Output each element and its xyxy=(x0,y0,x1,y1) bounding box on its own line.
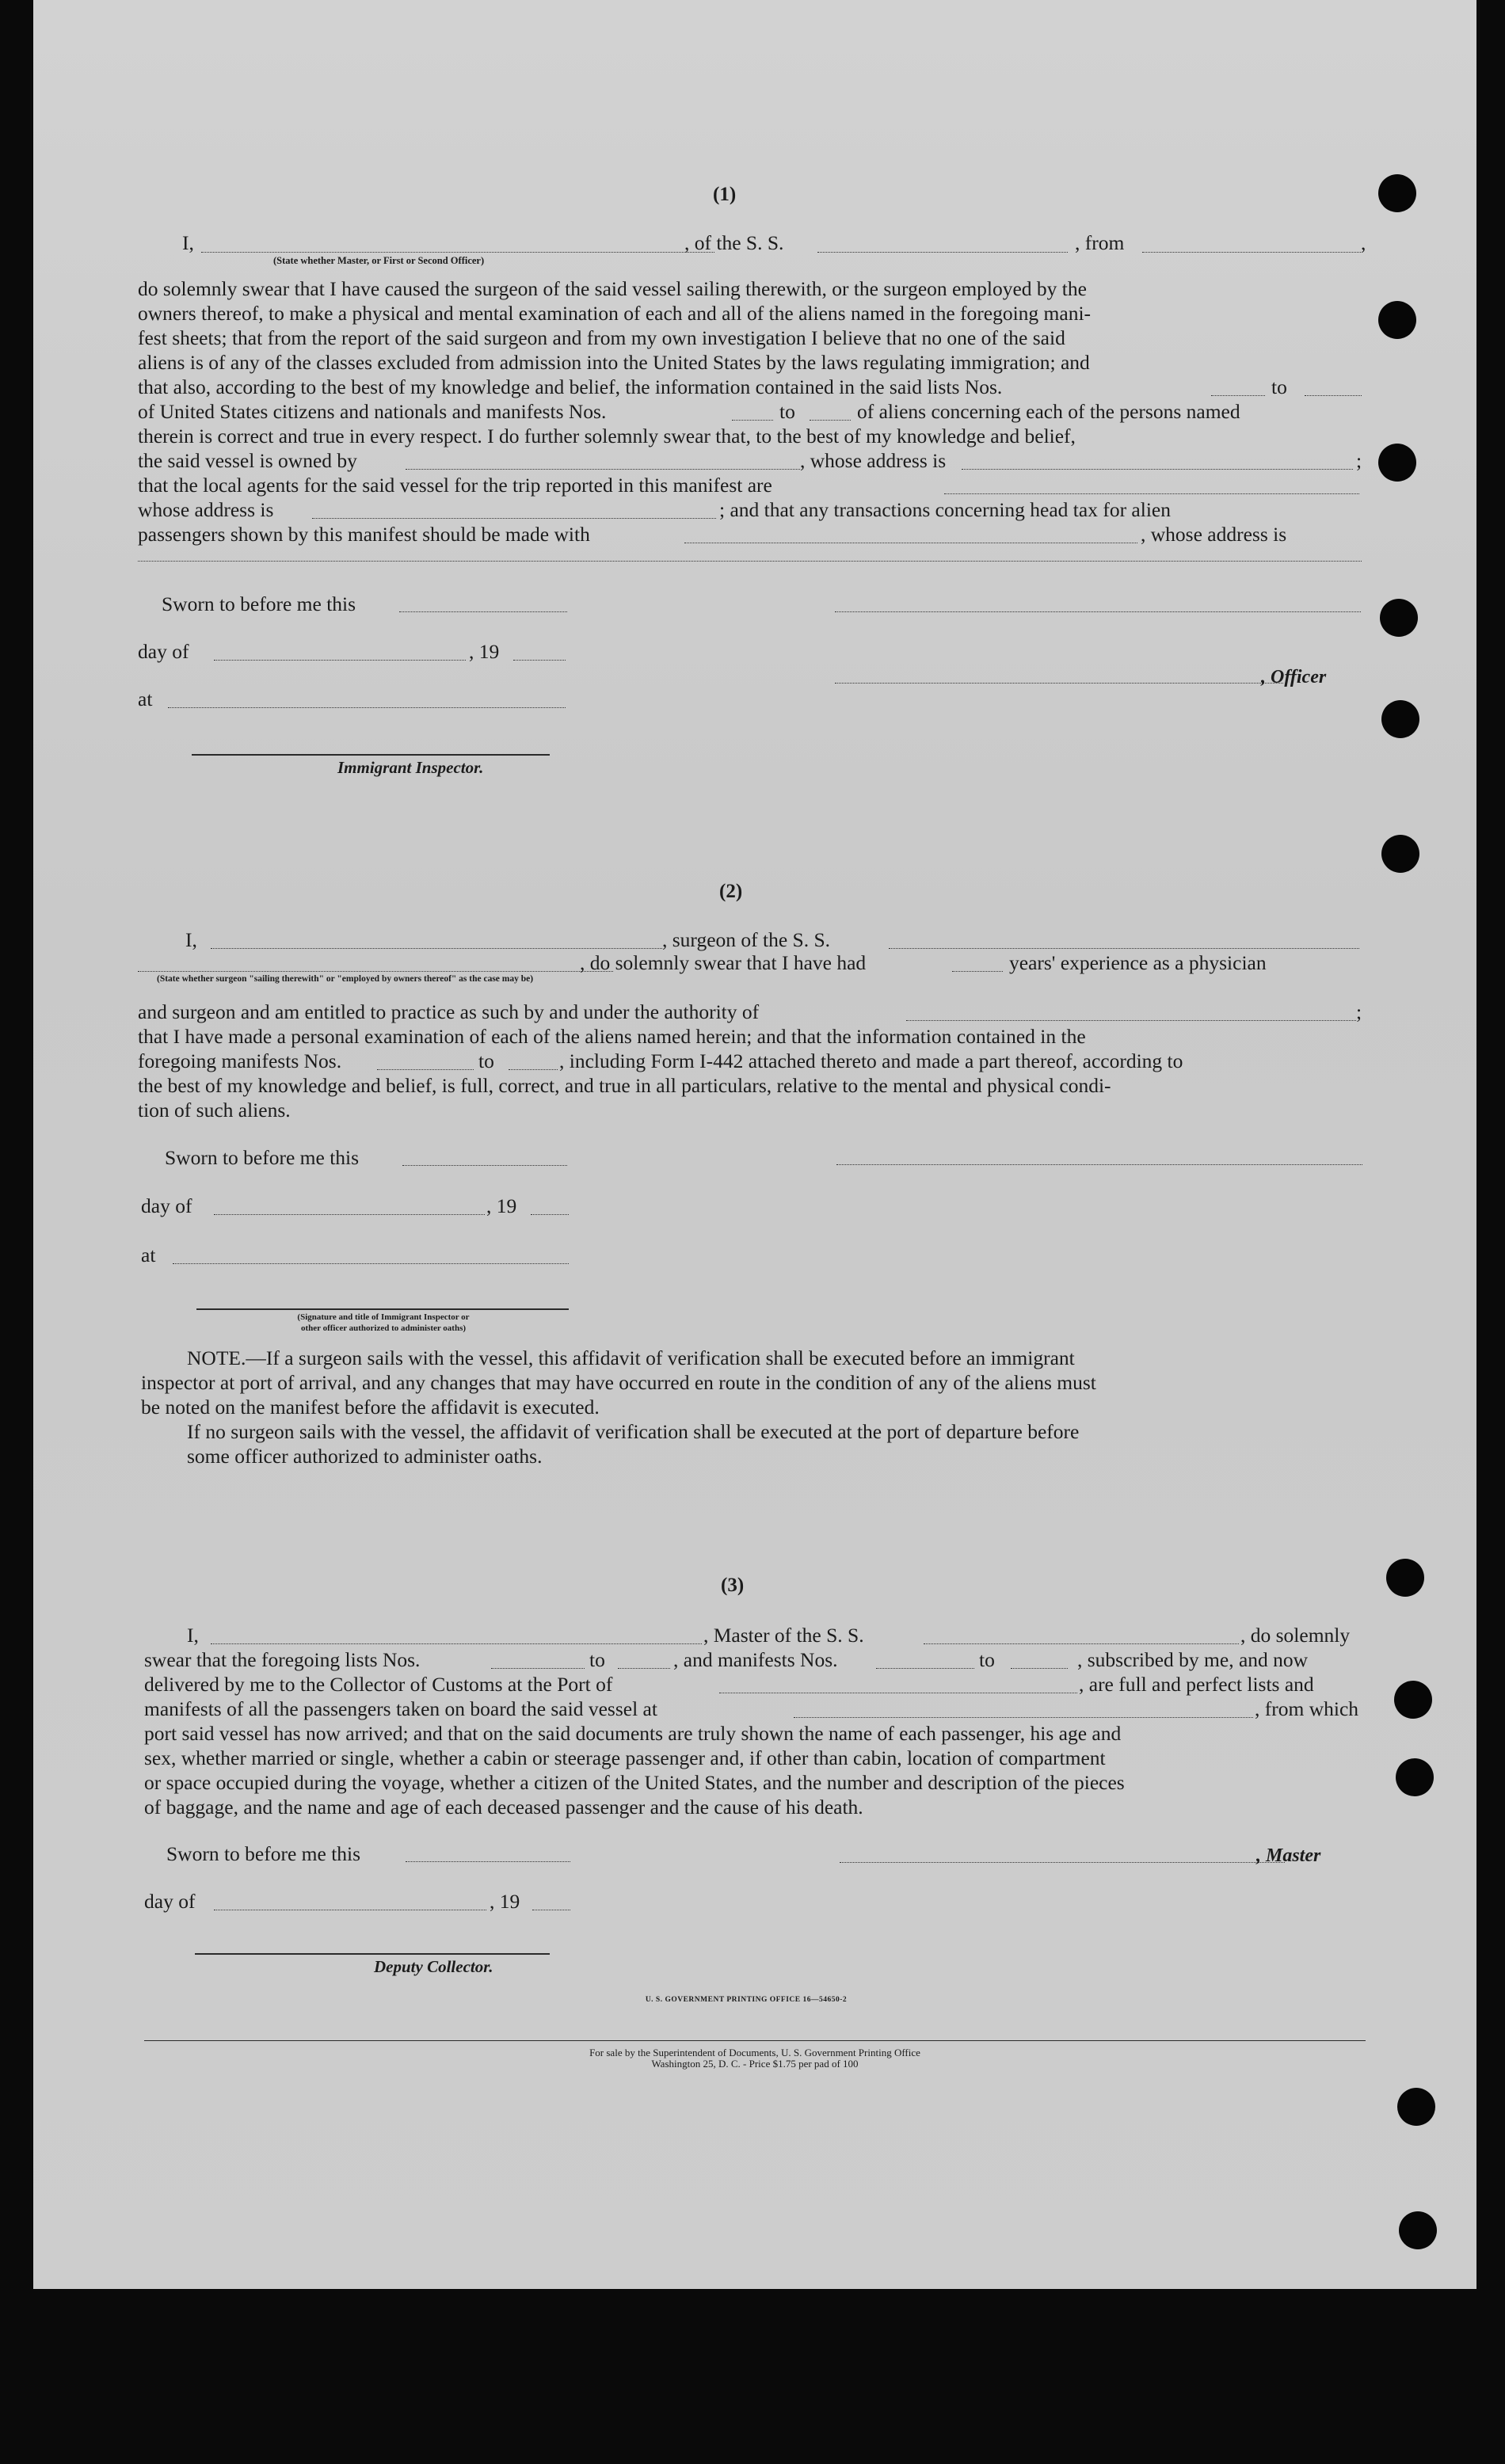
s2-inspector-signature-line[interactable] xyxy=(196,1308,569,1310)
s2-line5: tion of such aliens. xyxy=(138,1099,291,1122)
s3-line2a: delivered by me to the Collector of Customs at the Port of xyxy=(144,1673,613,1696)
s2-line3a: foregoing manifests Nos. xyxy=(138,1049,342,1072)
s2-ship-line[interactable] xyxy=(889,948,1359,949)
punch-hole xyxy=(1394,1681,1432,1719)
s1-line8b: , whose address is xyxy=(800,449,947,472)
punch-hole xyxy=(1399,2211,1437,2249)
s1-inspector-label: Immigrant Inspector. xyxy=(337,758,484,777)
s1-line5a: that also, according to the best of my knowledge and belief, the information contained in the said lists Nos. xyxy=(138,375,1003,398)
s1-officer-label: , Officer xyxy=(1261,667,1327,687)
s3-sworn-line[interactable] xyxy=(406,1861,570,1862)
s1-manifests-to-line[interactable] xyxy=(810,420,851,421)
s3-year: , 19 xyxy=(490,1890,520,1913)
s1-line3: fest sheets; that from the report of the said surgeon and from my own investigation I believe that no one of the said xyxy=(138,326,1065,349)
s3-lists-from-line[interactable] xyxy=(491,1668,585,1669)
s3-line2b: , are full and perfect lists and xyxy=(1079,1673,1314,1696)
punch-hole xyxy=(1386,1559,1424,1597)
s1-sworn-line[interactable] xyxy=(399,611,567,612)
s2-years-line[interactable] xyxy=(952,971,1003,972)
s2-authority-line[interactable] xyxy=(906,1020,1356,1021)
footer-sale1: For sale by the Superintendent of Documents, U. S. Government Printing Office xyxy=(589,2047,920,2058)
s2-year: , 19 xyxy=(486,1194,517,1217)
s1-inspector-signature-line[interactable] xyxy=(192,754,550,756)
s1-officer-line[interactable] xyxy=(201,252,714,253)
s2-caption2: other officer authorized to administer oaths) xyxy=(300,1323,467,1333)
punch-hole xyxy=(1378,301,1416,339)
s1-line11a: passengers shown by this manifest should be made with xyxy=(138,523,590,546)
s1-line7: therein is correct and true in every respect. I do further solemnly swear that, to the best of my knowledge and belief, xyxy=(138,425,1076,447)
s1-line8c: ; xyxy=(1356,449,1362,472)
s3-line3b: , from which xyxy=(1255,1697,1359,1720)
punch-hole xyxy=(1378,174,1416,212)
s1-from-label: , from xyxy=(1075,231,1125,254)
s2-surgeon-signature-line[interactable] xyxy=(836,1164,1362,1165)
s1-year-line[interactable] xyxy=(513,660,566,661)
s1-agents-address-line[interactable] xyxy=(312,518,716,519)
s3-master-label-sig: , Master xyxy=(1256,1845,1321,1866)
s2-year-line[interactable] xyxy=(531,1214,569,1215)
s2-line2: that I have made a personal examination of each of the aliens named herein; and that the information contained in the xyxy=(138,1025,1086,1048)
s1-line1: do solemnly swear that I have caused the surgeon of the said vessel sailing therewith, or the surgeon employed by the xyxy=(138,277,1087,300)
s2-at-line[interactable] xyxy=(173,1263,569,1264)
s2-sworn: Sworn to before me this xyxy=(165,1146,360,1169)
s2-manifests-to-line[interactable] xyxy=(509,1069,558,1070)
punch-hole xyxy=(1397,2088,1435,2126)
s2-sworn-line[interactable] xyxy=(402,1165,567,1166)
s1-from-line[interactable] xyxy=(1142,252,1361,253)
s1-line11b: , whose address is xyxy=(1141,523,1287,546)
s2-note4: If no surgeon sails with the vessel, the affidavit of verification shall be executed at the port of departure before xyxy=(187,1420,1080,1443)
s1-at-line[interactable] xyxy=(168,707,566,708)
s2-line4: the best of my knowledge and belief, is full, correct, and true in all particulars, relative to the mental and physical condi- xyxy=(138,1074,1111,1097)
s1-owner-address-line[interactable] xyxy=(962,469,1353,470)
s3-line3a: manifests of all the passengers taken on board the said vessel at xyxy=(144,1697,657,1720)
s2-swear: , do solemnly swear that I have had xyxy=(580,951,867,974)
s1-owner-line[interactable] xyxy=(406,469,800,470)
s1-comma: , xyxy=(1361,231,1366,254)
s2-line3c: , including Form I-442 attached thereto and made a part thereof, according to xyxy=(559,1049,1183,1072)
s1-year: , 19 xyxy=(469,640,500,663)
s1-line10b: ; and that any transactions concerning head tax for alien xyxy=(719,498,1171,521)
s2-manifests-from-line[interactable] xyxy=(377,1069,474,1070)
s2-caption1: (Signature and title of Immigrant Inspector or xyxy=(297,1312,470,1322)
s1-day-line[interactable] xyxy=(214,660,466,661)
s3-collector-signature-line[interactable] xyxy=(195,1953,550,1955)
s3-line1c: , and manifests Nos. xyxy=(673,1648,838,1671)
gpo-imprint: U. S. GOVERNMENT PRINTING OFFICE 16—54650-2 xyxy=(645,1996,848,2004)
s1-lists-from-line[interactable] xyxy=(1211,395,1265,396)
s1-i-label: I, xyxy=(182,231,194,254)
s3-line6: or space occupied during the voyage, whether a citizen of the United States, and the number and description of the pieces xyxy=(144,1771,1125,1794)
s1-day-of: day of xyxy=(138,640,189,663)
s3-line1a: swear that the foregoing lists Nos. xyxy=(144,1648,421,1671)
s3-name-line[interactable] xyxy=(211,1643,702,1644)
s2-surgeon-type-line[interactable] xyxy=(138,971,613,972)
s1-agents-line[interactable] xyxy=(944,493,1359,494)
s1-officer-signature-line[interactable] xyxy=(835,683,1283,684)
footer-rule xyxy=(144,2040,1366,2041)
s3-line1d: to xyxy=(979,1648,995,1671)
s3-line4: port said vessel has now arrived; and that on the said documents are truly shown the name of each passenger, his age and xyxy=(144,1722,1122,1745)
s3-line1b: to xyxy=(589,1648,605,1671)
s1-line2: owners thereof, to make a physical and mental examination of each and all of the aliens named in the foregoing mani- xyxy=(138,302,1092,325)
s3-solemnly: , do solemnly xyxy=(1240,1624,1351,1647)
form-sheet xyxy=(33,0,1476,2289)
s2-note5: some officer authorized to administer oaths. xyxy=(187,1445,543,1468)
s3-lists-to-line[interactable] xyxy=(618,1668,670,1669)
punch-hole xyxy=(1381,700,1419,738)
section-1-number: (1) xyxy=(713,184,737,205)
s1-line8a: the said vessel is owned by xyxy=(138,449,357,472)
s3-boarding-line[interactable] xyxy=(794,1717,1253,1718)
section-2-number: (2) xyxy=(719,881,743,902)
s1-line6a: of United States citizens and nationals and manifests Nos. xyxy=(138,400,607,423)
s2-day-of: day of xyxy=(141,1194,192,1217)
s2-at: at xyxy=(141,1243,156,1266)
s2-i-label: I, xyxy=(185,928,197,951)
s2-note3: be noted on the manifest before the affidavit is executed. xyxy=(141,1396,600,1419)
s3-day-of: day of xyxy=(144,1890,196,1913)
s3-i-label: I, xyxy=(187,1624,199,1647)
s2-years: years' experience as a physician xyxy=(1009,951,1267,974)
s2-surgeon-caption: (State whether surgeon "sailing therewith" or "employed by owners thereof" as the case may be) xyxy=(157,974,534,984)
s1-line9: that the local agents for the said vessel for the trip reported in this manifest are xyxy=(138,474,772,497)
s1-ss-label: , of the S. S. xyxy=(684,231,784,254)
s1-line4: aliens is of any of the classes excluded from admission into the United States by the laws regulating immigration; and xyxy=(138,351,1090,374)
s1-line6b: to xyxy=(779,400,795,423)
s3-line7: of baggage, and the name and age of each deceased passenger and the cause of his death. xyxy=(144,1796,863,1818)
s1-at: at xyxy=(138,687,153,710)
s3-master-signature-line[interactable] xyxy=(840,1862,1285,1863)
s2-line1b: ; xyxy=(1356,1000,1362,1023)
s1-line6c: of aliens concerning each of the persons named xyxy=(857,400,1240,423)
s1-line5b: to xyxy=(1271,375,1287,398)
s2-name-line[interactable] xyxy=(211,948,662,949)
punch-hole xyxy=(1381,835,1419,873)
s1-ship-line[interactable] xyxy=(817,252,1068,253)
s3-sworn: Sworn to before me this xyxy=(166,1842,361,1865)
s2-note1: NOTE.—If a surgeon sails with the vessel, this affidavit of verification shall be executed before an immigrant xyxy=(187,1346,1075,1369)
s3-master-label: , Master of the S. S. xyxy=(703,1624,864,1647)
s3-manifests-from-line[interactable] xyxy=(876,1668,974,1669)
punch-hole xyxy=(1378,444,1416,482)
punch-hole xyxy=(1396,1758,1434,1796)
s1-line10a: whose address is xyxy=(138,498,274,521)
s3-manifests-to-line[interactable] xyxy=(1011,1668,1068,1669)
s3-ship-line[interactable] xyxy=(924,1643,1239,1644)
s1-officer-caption: (State whether Master, or First or Second Officer) xyxy=(273,255,485,266)
s3-line1e: , subscribed by me, and now xyxy=(1077,1648,1309,1671)
s1-extra-line[interactable] xyxy=(835,611,1361,612)
s2-day-line[interactable] xyxy=(214,1214,485,1215)
s1-manifests-from-line[interactable] xyxy=(732,420,773,421)
s1-headtax-address-line[interactable] xyxy=(138,561,1362,562)
section-3-number: (3) xyxy=(721,1575,745,1596)
s1-lists-to-line[interactable] xyxy=(1305,395,1362,396)
footer-sale2: Washington 25, D. C. - Price $1.75 per pad of 100 xyxy=(651,2058,859,2070)
punch-hole xyxy=(1380,599,1418,637)
s2-line1a: and surgeon and am entitled to practice as such by and under the authority of xyxy=(138,1000,760,1023)
s1-sworn: Sworn to before me this xyxy=(162,592,356,615)
s3-line5: sex, whether married or single, whether a cabin or steerage passenger and, if other than cabin, location of compartment xyxy=(144,1746,1106,1769)
s3-deputy-label: Deputy Collector. xyxy=(374,1957,493,1976)
s2-line3b: to xyxy=(478,1049,494,1072)
s2-surgeon-label: , surgeon of the S. S. xyxy=(662,928,831,951)
s2-note2: inspector at port of arrival, and any changes that may have occurred en route in the condition of any of the aliens must xyxy=(141,1371,1096,1394)
